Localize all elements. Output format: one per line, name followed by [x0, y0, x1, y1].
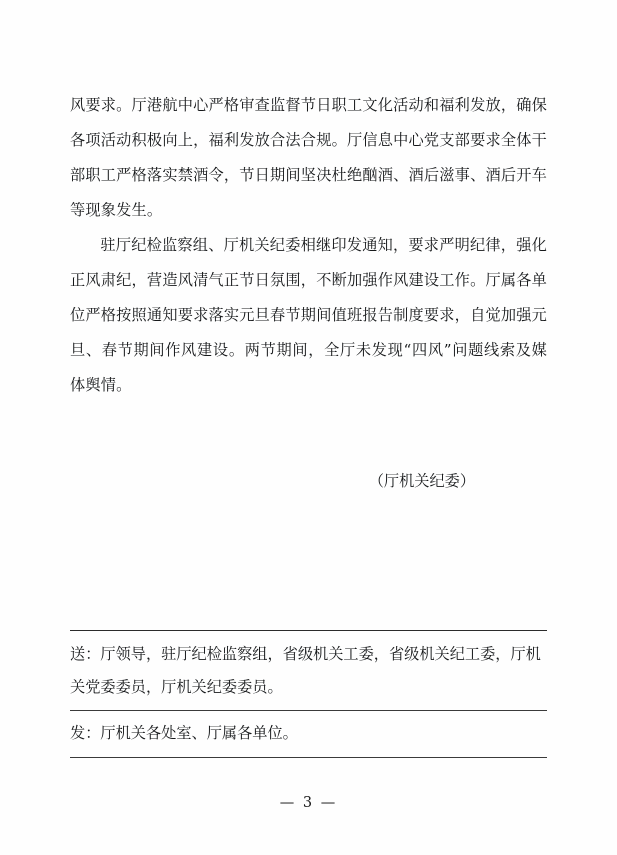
paragraph-2: 驻厅纪检监察组、厅机关纪委相继印发通知，要求严明纪律，强化正风肃纪，营造风清气正节日氛围，不断加强作风建设工作。厅属各单位严格按照通知要求落实元旦春节期间值班报告制度要求，自觉加强元旦、春节期间作风建设。两节期间，全厅未发现“四风”问题线索及媒体舆情。 [70, 236, 548, 394]
distribution-send-row [70, 631, 547, 710]
distribution-issue-text: 发：厅机关各处室、厅属各单位。 [70, 724, 298, 742]
document-body [70, 88, 547, 403]
distribution-block [70, 630, 547, 758]
paragraph-1: 风要求。厅港航中心严格审查监督节日职工文化活动和福利发放，确保各项活动积极向上，福利发放合法合规。厅信息中心党支部要求全体干部职工严格落实禁酒令，节日期间坚决杜绝酗酒、酒后滋事、酒后开车等现象发生。 [70, 96, 548, 219]
distribution-issue-row [70, 711, 547, 757]
page-number: — 3 — [279, 795, 338, 811]
signature-line: （厅机关纪委） [368, 472, 475, 490]
distribution-send-text: 送：厅领导，驻厅纪检监察组，省级机关工委，省级机关纪工委，厅机关党委委员，厅机关纪委委员。 [70, 645, 541, 696]
divider-bottom [70, 757, 547, 758]
